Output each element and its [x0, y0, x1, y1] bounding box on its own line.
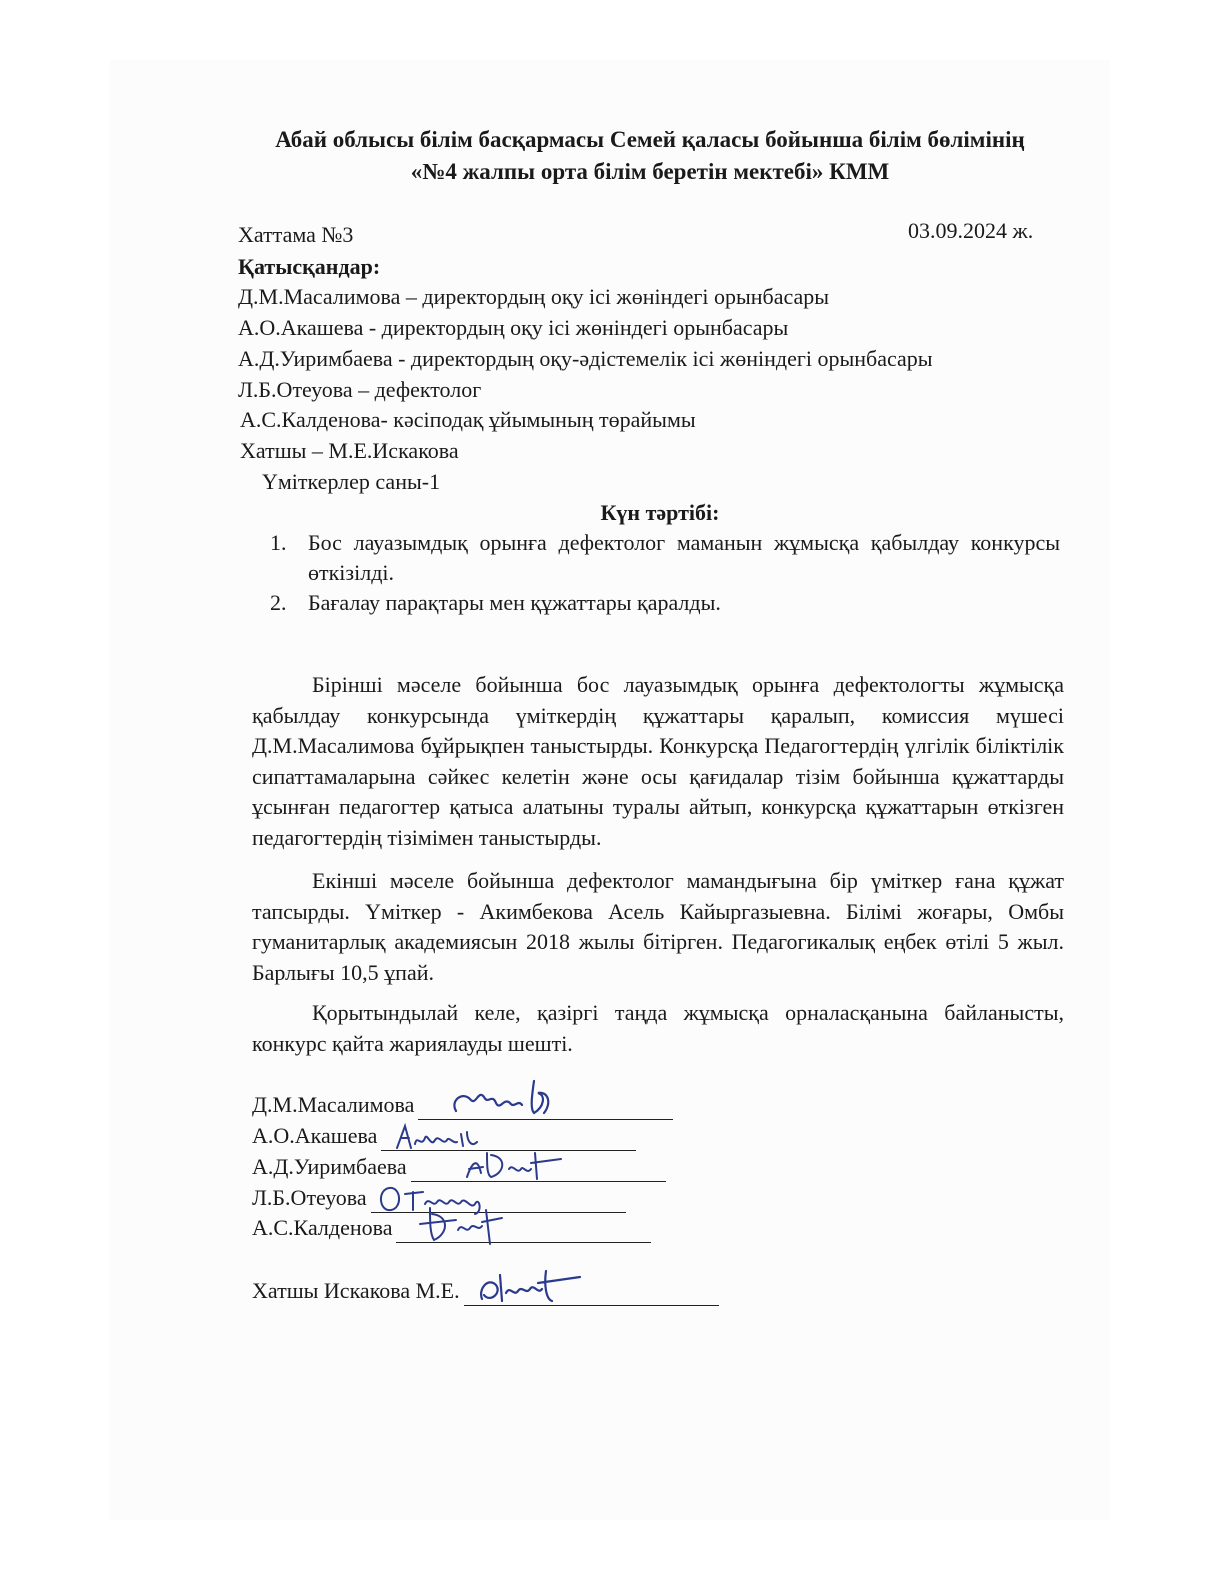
secretary-name: Хатшы Искакова М.Е. [252, 1278, 460, 1303]
handwritten-signature [448, 1073, 568, 1123]
signatory-name: Д.М.Масалимова [252, 1092, 415, 1117]
handwritten-signature [472, 1265, 592, 1309]
header-line-2: «№4 жалпы орта білім беретін мектебі» КММ [410, 159, 890, 184]
participants-title: Қатысқандар: [238, 254, 381, 279]
participant-4: Л.Б.Отеуова – дефектолог [238, 377, 482, 402]
agenda-item-number: 2. [270, 590, 287, 615]
candidates-count: Үміткерлер саны-1 [262, 469, 441, 494]
protocol-date: 03.09.2024 ж. [908, 218, 1034, 243]
protocol-number: Хаттама №3 [238, 222, 354, 247]
signatory-name: Л.Б.Отеуова [252, 1185, 367, 1210]
participant-2: А.О.Акашева - директордың оқу ісі жөніндегі орынбасары [238, 315, 789, 340]
participant-3: А.Д.Уиримбаева - директордың оқу-әдістемелік ісі жөніндегі орынбасары [238, 346, 933, 371]
agenda-title: Күн тәртібі: [600, 500, 720, 525]
secretary-line: Хатшы – М.Е.Искакова [240, 438, 459, 463]
signature-line [418, 1097, 673, 1120]
signatory-name: А.С.Калденова [252, 1215, 393, 1240]
signature-row [252, 1121, 636, 1151]
signature-line [464, 1283, 719, 1306]
signature-line [411, 1159, 666, 1182]
participant-5: А.С.Калденова- кәсіподақ ұйымының төрайымы [240, 407, 696, 432]
paragraph-second-issue: Екінші мәселе бойынша дефектолог мамандығына бір үміткер ғана құжат тапсырды. Үміткер - Акимбекова Асель Кайыргазыевна. Білімі жоғары, Омбы гуманитарлық академиясын 2018 жылы бітірген. Педагогикалық еңбек өтілі 5 жыл. Барлығы 10,5 ұпай. [252, 868, 1064, 985]
signatory-name: А.О.Акашева [252, 1123, 378, 1148]
secretary-signature-row [252, 1276, 719, 1306]
signature-line [396, 1220, 651, 1243]
agenda-item-text: Бос лауазымдық орынға дефектолог маманын жұмысқа қабылдау конкурсы өткізілді. [308, 530, 1060, 585]
paragraph-first-issue: Бірінші мәселе бойынша бос лауазымдық орынға дефектологты жұмысқа қабылдау конкурсында үміткердің құжаттары қаралып, комиссия мүшесі Д.М.Масалимова бұйрықпен таныстырды. Конкурсқа Педагогтердің үлгілік біліктілік сипаттамаларына сәйкес келетін және осы қағидалар тізім бойынша құжаттарды ұсынған педагогтер қатыса алатыны туралы айтып, конкурсқа құжаттарын өткізген педагогтердің тізімімен таныстырды. [252, 672, 1064, 850]
signature-row [252, 1090, 673, 1120]
agenda-list [270, 528, 1060, 618]
handwritten-signature [461, 1145, 571, 1185]
header-line-1: Абай облысы білім басқармасы Семей қаласы бойынша білім бөлімінің [275, 127, 1025, 152]
agenda-item-number: 1. [270, 530, 287, 555]
agenda-item [270, 588, 1060, 618]
signature-row [252, 1152, 666, 1182]
agenda-item [270, 528, 1060, 588]
signatory-name: А.Д.Уиримбаева [252, 1154, 407, 1179]
participant-1: Д.М.Масалимова – директордың оқу ісі жөніндегі орынбасары [238, 284, 830, 309]
agenda-item-text: Бағалау парақтары мен құжаттары қаралды. [308, 590, 721, 615]
handwritten-signature [416, 1202, 506, 1246]
signature-row [252, 1213, 651, 1243]
paragraph-conclusion: Қорытындылай келе, қазіргі таңда жұмысқа орналасқанына байланысты, конкурс қайта жариялауды шешті. [252, 1000, 1064, 1056]
document-header [200, 124, 1100, 188]
